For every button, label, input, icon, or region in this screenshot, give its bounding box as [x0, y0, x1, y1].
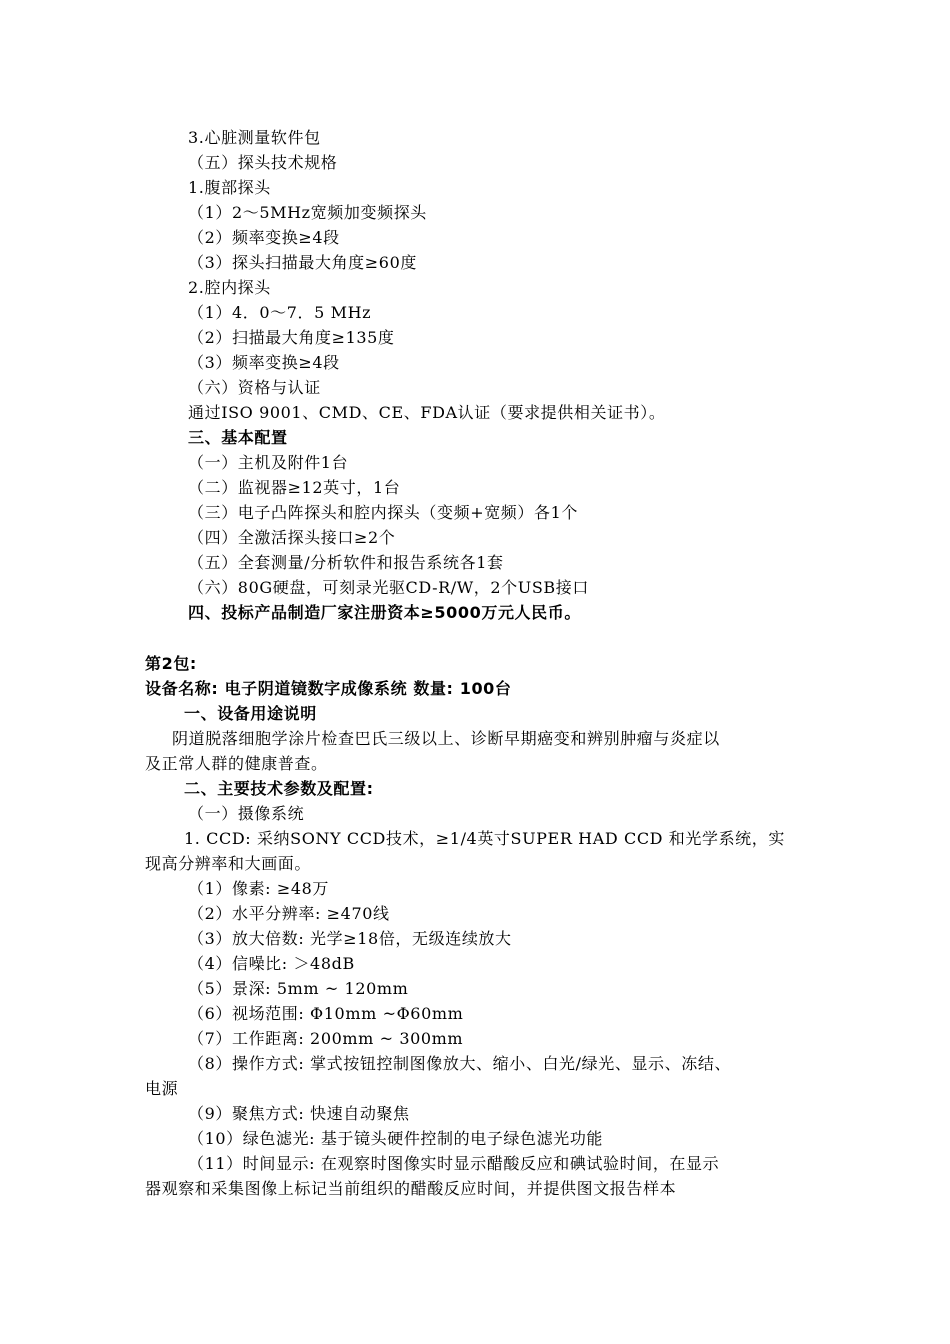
text-line: 通过ISO 9001、CMD、CE、FDA认证（要求提供相关证书）。 — [188, 403, 666, 422]
text-line: （3）放大倍数: 光学≥18倍，无级连续放大 — [188, 929, 512, 948]
text-line: （9）聚焦方式: 快速自动聚焦 — [188, 1104, 410, 1123]
paragraph-line: 阴道脱落细胞学涂片检查巴氏三级以上、诊断早期癌变和辨别肿瘤与炎症以 — [172, 729, 720, 748]
text-line: （7）工作距离: 200mm ~ 300mm — [188, 1029, 464, 1048]
section-heading: （一）摄像系统 — [188, 804, 305, 823]
text-line: 器观察和采集图像上标记当前组织的醋酸反应时间，并提供图文报告样本 — [145, 1179, 677, 1198]
text-line: （11）时间显示: 在观察时图像实时显示醋酸反应和碘试验时间，在显示 — [188, 1154, 720, 1173]
text-line: 电源 — [145, 1079, 179, 1098]
text-line: 2.腔内探头 — [188, 278, 271, 297]
section-heading: 二、主要技术参数及配置: — [184, 779, 374, 798]
section-heading: （六）资格与认证 — [188, 378, 321, 397]
section-heading: 一、设备用途说明 — [184, 704, 317, 723]
text-line: （10）绿色滤光: 基于镜头硬件控制的电子绿色滤光功能 — [188, 1129, 604, 1148]
text-line: （二）监视器≥12英寸，1台 — [188, 478, 401, 497]
text-line: （1）4．0～7．5 MHz — [188, 303, 372, 322]
text-line: （三）电子凸阵探头和腔内探头（变频+宽频）各1个 — [188, 503, 578, 522]
text-line: （6）视场范围: Φ10mm ~Φ60mm — [188, 1004, 464, 1023]
paragraph-line: 现高分辨率和大画面。 — [145, 854, 312, 873]
text-line: （2）扫描最大角度≥135度 — [188, 328, 395, 347]
section-heading: 四、投标产品制造厂家注册资本≥5000万元人民币。 — [188, 603, 581, 622]
text-line: （3）频率变换≥4段 — [188, 353, 340, 372]
section-heading: （五）探头技术规格 — [188, 153, 338, 172]
text-line: （五）全套测量/分析软件和报告系统各1套 — [188, 553, 504, 572]
text-line: （一）主机及附件1台 — [188, 453, 349, 472]
text-line: （四）全激活探头接口≥2个 — [188, 528, 396, 547]
text-line: （3）探头扫描最大角度≥60度 — [188, 253, 417, 272]
text-line: （2）频率变换≥4段 — [188, 228, 340, 247]
text-line: （2）水平分辨率: ≥470线 — [188, 904, 390, 923]
paragraph-line: 及正常人群的健康普查。 — [145, 754, 328, 773]
package-heading: 第2包: — [145, 654, 197, 673]
text-line: （5）景深: 5mm ~ 120mm — [188, 979, 409, 998]
text-line: （8）操作方式: 掌式按钮控制图像放大、缩小、白光/绿光、显示、冻结、 — [188, 1054, 732, 1073]
text-line: 3.心脏测量软件包 — [188, 128, 321, 147]
section-heading: 三、基本配置 — [188, 428, 288, 447]
text-line: （1）像素: ≥48万 — [188, 879, 330, 898]
text-line: （1）2～5MHz宽频加变频探头 — [188, 203, 427, 222]
equipment-title: 设备名称: 电子阴道镜数字成像系统 数量: 100台 — [145, 679, 512, 698]
text-line: 1.腹部探头 — [188, 178, 271, 197]
paragraph-line: 1. CCD: 采纳SONY CCD技术，≥1/4英寸SUPER HAD CCD 和光学系统，实 — [184, 829, 785, 848]
text-line: （4）信噪比: ＞48dB — [188, 954, 355, 973]
text-line: （六）80G硬盘，可刻录光驱CD-R/W，2个USB接口 — [188, 578, 589, 597]
